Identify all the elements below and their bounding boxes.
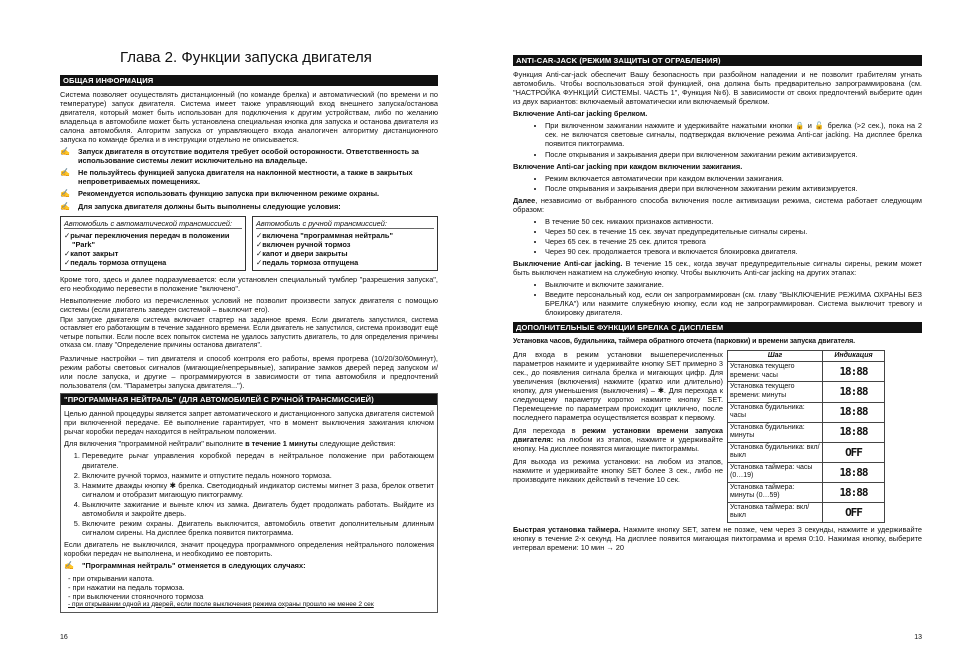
paragraph: При запуске двигателя система включает стартер на заданное время. Если двигатель запустился, система оставляет его работающим в течение заданного времени. Если двигатель не запустился, система производит ещё четыре попытки. Если после всех попыток система не удалось запустить двигатель, то для определения причины отказа см. главу "Определение причины останова двигателя".	[60, 316, 438, 350]
notes-list	[60, 147, 438, 212]
lcd-indication: 18:88	[823, 402, 885, 422]
lcd-indication: 18:88	[823, 382, 885, 402]
cancel-item: - при выключении стояночного тормоза	[68, 592, 434, 601]
step-item: 2. Включите ручной тормоз, нажмите и отпустите педаль ножного тормоза.	[82, 471, 434, 480]
list-item: • После открывания и закрывания двери при включенном зажигании режим активизируется.	[545, 150, 922, 159]
condition-item: ✓ рычаг переключения передач в положении "Park"	[64, 231, 242, 249]
table-row: Установка таймера: вкл/выкл OFF	[728, 502, 885, 522]
page-number: 13	[914, 634, 922, 642]
note-pen-icon: ✍	[60, 168, 70, 177]
table-row: Установка таймера: часы (0…19) 18:88	[728, 462, 885, 482]
subheading: Включение Anti-car jacking брелком.	[513, 109, 648, 119]
note-item: ✍ "Программная нейтраль" отменяется в следующих случаях:	[64, 560, 306, 570]
cancel-item: - при открывании капота.	[68, 574, 434, 583]
note-item: ✍ Запуск двигателя в отсутствие водителя требует особой осторожности. Ответственность за использование системы лежит исключительно на владельце.	[60, 146, 419, 165]
note-pen-icon: ✍	[60, 201, 70, 211]
note-item: ✍ Не пользуйтесь функцией запуска двигателя на наклонной местности, а также в закрытых непроветриваемых помещениях.	[60, 168, 413, 187]
table-row: Установка будильника: часы 18:88	[728, 402, 885, 422]
cancel-item: - при открывании одной из дверей, если после выключения режима охраны прошло не менее 2 сек	[68, 601, 434, 609]
timeline-list	[545, 217, 922, 256]
list-item: • Режим включается автоматически при каждом включении зажигания.	[545, 174, 922, 183]
paragraph: Кроме того, здесь и далее подразумевается: если установлен специальный тумблер "разрешения запуска", его необходимо перевести в положение "включено".	[60, 274, 438, 293]
paragraph: Выключение Anti-car jacking. В течение 15 сек., когда звучат предупредительные сигналы сирены, режим может быть выключен нажатием на служебную кнопку. Чтобы выключить Anti-car jacking на других этапах:	[513, 258, 922, 277]
setup-block	[513, 350, 922, 523]
ignition-list	[545, 174, 922, 193]
list-item: • Через 65 сек. в течение 25 сек. длится тревога	[545, 237, 922, 246]
lcd-indication: OFF	[823, 442, 885, 462]
table-row: Установка будильника: минуты 18:88	[728, 422, 885, 442]
neutral-frame	[60, 393, 438, 613]
list-item: • Через 90 сек. продолжается тревога и включается блокировка двигателя.	[545, 247, 922, 256]
note-pen-icon: ✍	[60, 146, 70, 156]
paragraph: Если двигатель не выключился, значит процедура программного определения нейтрального положения коробки передач не выполнена, и необходимо ее повторить.	[64, 539, 434, 558]
step-item: 3. Нажмите дважды кнопку ✱ брелка. Светодиодный индикатор системы мигнет 3 раза, брелок ответит сигналом и отобразит мигающую пиктограмму.	[82, 481, 434, 499]
conditions-boxes	[60, 216, 438, 271]
table-row: Установка таймера: минуты (0…59) 18:88	[728, 482, 885, 502]
lcd-indication: 18:88	[823, 482, 885, 502]
section-extra-functions: ДОПОЛНИТЕЛЬНЫЕ ФУНКЦИИ БРЕЛКА С ДИСПЛЕЕМ	[513, 322, 922, 333]
paragraph: Для выхода из режима установки: на любом из этапов, нажмите и удерживайте кнопку SET более 3 сек., либо не производите никаких действий в течение 10 сек.	[513, 457, 723, 485]
lcd-indication: 18:88	[823, 362, 885, 382]
manual-transmission-box: Автомобиль с ручной трансмиссией: ✓ включена "программная нейтраль" ✓ включен ручной тормоз ✓ капот и двери закрыты ✓ педаль тормоза отпущена	[252, 216, 438, 271]
step-item: 4. Выключите зажигание и выньте ключ из замка. Двигатель будет продолжать работать. Выйдите из автомобиля и закройте дверь.	[82, 500, 434, 518]
general-paragraph: Система позволяет осуществлять дистанционный (по команде брелка) и автоматический (по времени и по температуре) запуск двигателя. Система имеет также управляющий вход внешнего запуска/останова двигателя, который может быть использован для подключения к другим устройствам, либо по желанию владельца в автомобиле может быть установлена специальная кнопка для запуска и останова двигателя из салона автомобиля. Алгоритм запуска от управляющего входа аналогичен алгоритму дистанционного запуска по команде брелка и в инструкции отдельно не описывается.	[60, 89, 438, 144]
condition-item: ✓ капот закрыт	[64, 249, 242, 258]
condition-item: ✓ капот и двери закрыты	[256, 249, 434, 258]
condition-item: ✓ педаль тормоза отпущена	[256, 258, 434, 267]
lcd-indication: OFF	[823, 502, 885, 522]
paragraph: Различные настройки – тип двигателя и способ контроля его работы, время прогрева (10/20/30/60минут), режим работы световых сигналов (мигающие/непрерывные), запирание замков дверей перед запуском и/или после запуска, и другие – программируются в зависимости от типа автомобиля и предпочтений пользователя (см. "Параметры запуска двигателя...").	[60, 353, 438, 391]
note-item: ✍ Для запуска двигателя должны быть выполнены следующие условия:	[60, 201, 341, 211]
condition-item: ✓ включена "программная нейтраль"	[256, 231, 434, 240]
paragraph: Функция Anti-car-jack обеспечит Вашу безопасность при разбойном нападении и не позволит грабителям угнать автомобиль. Чтобы воспользоваться этой функцией, она должна быть предварительно запрограммирована (см. "НАСТРОЙКА ФУНКЦИЙ СИСТЕМЫ. ЧАСТЬ 1", Функция №6). В зависимости от своих предпочтений выберите один из двух вариантов: включаемый автоматически или включаемый брелком.	[513, 70, 922, 107]
page-number: 16	[60, 634, 68, 642]
section-anti-car-jack: ANTI-CAR-JACK (РЕЖИМ ЗАЩИТЫ ОТ ОГРАБЛЕНИЯ)	[513, 55, 922, 66]
list-item: • После открывания и закрывания двери при включенном зажигании режим активизируется.	[545, 184, 922, 193]
paragraph: Невыполнение любого из перечисленных условий не позволит произвести запуск двигателя с помощью системы (если двигатель заведен системой – выключит его).	[60, 295, 438, 314]
setup-table	[727, 350, 885, 523]
paragraph: Для включения "программной нейтрали" выполните в течение 1 минуты следующие действия:	[64, 439, 396, 449]
section-general-info: ОБЩАЯ ИНФОРМАЦИЯ	[60, 75, 438, 86]
list-item: • Через 50 сек. в течение 15 сек. звучат предупредительные сигналы сирены.	[545, 227, 922, 236]
table-header-indication: Индикация	[823, 350, 885, 362]
list-item: • Выключите и включите зажигание.	[545, 280, 922, 289]
lcd-indication: 18:88	[823, 422, 885, 442]
table-row: Установка текущего времени: минуты 18:88	[728, 382, 885, 402]
note-item: ✍ Рекомендуется использовать функцию запуска при включенном режиме охраны.	[60, 189, 380, 199]
cancel-item: - при нажатии на педаль тормоза.	[68, 583, 434, 592]
cancel-list	[68, 574, 434, 609]
condition-item: ✓ включен ручной тормоз	[256, 240, 434, 249]
step-item: 1. Переведите рычаг управления коробкой передач в нейтральное положение при работающем двигателе.	[82, 451, 434, 469]
paragraph: Для перехода в режим установки времени запуска двигателя: на любом из этапов, нажмите и удерживайте кнопку. На дисплее появятся мигающие пиктограммы.	[513, 426, 723, 454]
subheading: Включение Anti-car jacking при каждом включении зажигания.	[513, 161, 743, 171]
table-row: Установка будильника: вкл/выкл OFF	[728, 442, 885, 462]
list-item: • Введите персональный код, если он запрограммирован (см. главу "ВЫКЛЮЧЕНИЕ РЕЖИМА ОХРАНЫ БЕЗ БРЕЛКА") или нажмите служебную кнопку, если код не запрограммирован. Система выключит тревогу и блокировку двигателя.	[545, 290, 922, 317]
auto-transmission-box: Автомобиль с автоматической трансмиссией: ✓ рычаг переключения передач в положении "Park" ✓ капот закрыт ✓ педаль тормоза отпущена	[60, 216, 246, 271]
table-header-step: Шаг	[728, 350, 823, 362]
section-program-neutral: "ПРОГРАММНАЯ НЕЙТРАЛЬ" (ДЛЯ АВТОМОБИЛЕЙ С РУЧНОЙ ТРАНСМИССИЕЙ)	[61, 394, 437, 405]
step-item: 5. Включите режим охраны. Двигатель выключится, автомобиль ответит дополнительным длинным сигналом сирены. На дисплее брелка появится пиктограмма.	[82, 519, 434, 537]
paragraph: Далее, независимо от выбранного способа включения после активизации режима, система работает следующим образом:	[513, 195, 922, 214]
fob-list	[545, 121, 922, 158]
chapter-title: Глава 2. Функции запуска двигателя	[120, 49, 372, 66]
page-right	[477, 0, 954, 661]
lcd-indication: 18:88	[823, 462, 885, 482]
note-pen-icon: ✍	[64, 560, 74, 570]
note-pen-icon: ✍	[60, 189, 70, 199]
condition-item: ✓ педаль тормоза отпущена	[64, 258, 242, 267]
off-list	[545, 280, 922, 317]
table-row: Установка текущего времени: часы 18:88	[728, 362, 885, 382]
list-item: • При включенном зажигании нажмите и удерживайте нажатыми кнопки 🔒 и 🔓 брелка (>2 сек.), пока на 2 сек. не включатся световые сигналы, подтверждая включение режима Anti-car jacking. На дисплее брелка появится пиктограмма.	[545, 121, 922, 148]
list-item: • В течение 50 сек. никаких признаков активности.	[545, 217, 922, 226]
paragraph: Быстрая установка таймера. Нажмите кнопку SET, затем не позже, чем через 3 секунды, нажмите и удерживайте кнопку в течение 2-х секунд. На дисплее появится мигающая пиктограмма и время 0:10. Нажимая кнопку, выберите интервал времени: 10 мин → 20	[513, 524, 923, 552]
paragraph: Для входа в режим установки вышеперечисленных параметров нажмите и удерживайте кнопку SET примерно 3 сек., до появления сигнала брелка и мигающих цифр. Для увеличения (включения) нажмите (кратко или длительно) кнопку, для уменьшения (выключения) – ✱. Для перехода к следующему параметру коротко нажмите кнопку SET. Перемещение по параметрам происходит циклично, после последнего параметра осуществляется возврат к первому.	[513, 349, 723, 423]
extra-subheading: Установка часов, будильника, таймера обратного отсчета (парковки) и времени запуска двигателя.	[513, 337, 856, 346]
paragraph: Целью данной процедуры является запрет автоматического и дистанционного запуска двигателя системой при включенной передаче. Её выполнение гарантирует, что в момент выключения зажигания ключом рычаг коробки передач находится в нейтральном положении.	[64, 409, 434, 437]
neutral-steps	[82, 451, 434, 536]
